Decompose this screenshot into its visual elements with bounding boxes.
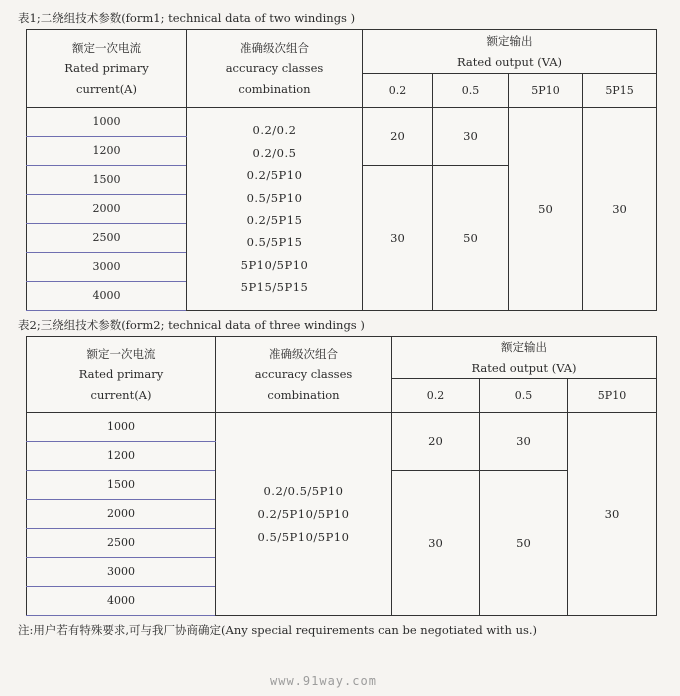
class-header: 0.2: [363, 74, 433, 108]
current-cell: 1500: [27, 166, 187, 195]
class-header: 0.5: [433, 74, 509, 108]
output-header-cell: [392, 337, 657, 379]
combination: 0.5/5P15: [246, 235, 303, 250]
table1-caption: 表1;二绕组技术参数(form1; technical data of two windings ): [18, 11, 356, 25]
combination: 0.5/5P10: [246, 190, 303, 205]
current-header-en2: current(A): [90, 387, 152, 402]
output-header-cell: [363, 30, 657, 74]
current-cell: 1000: [27, 108, 187, 137]
current-cell: 2000: [27, 500, 216, 529]
output-value: 30: [433, 108, 509, 166]
current-header-cell: [27, 30, 187, 108]
combination-cell: [187, 108, 363, 311]
current-header-zh: 额定一次电流: [72, 41, 141, 56]
accuracy-header-cell: [187, 30, 363, 108]
output-header-zh: 额定输出: [501, 340, 547, 355]
class-header: 5P10: [509, 74, 583, 108]
output-value: 50: [433, 166, 509, 311]
watermark-url: www.91way.com: [270, 674, 377, 688]
table1: [26, 29, 657, 311]
combination-cell: [216, 413, 392, 616]
accuracy-header-en1: accuracy classes: [254, 367, 353, 382]
accuracy-header-en2: combination: [238, 81, 311, 96]
output-value: 20: [392, 413, 480, 471]
accuracy-header-cell: [216, 337, 392, 413]
output-value: 30: [363, 166, 433, 311]
output-value: 30: [480, 413, 568, 471]
output-value: 50: [509, 108, 583, 311]
output-value: 20: [363, 108, 433, 166]
current-header-en2: current(A): [76, 81, 137, 96]
current-cell: 4000: [27, 587, 216, 616]
combination: 0.2/5P10: [246, 168, 303, 183]
output-header-en: Rated output (VA): [471, 360, 577, 375]
table2: [26, 336, 657, 616]
current-cell: 2500: [27, 224, 187, 253]
combination: 0.2/0.2: [252, 123, 297, 138]
current-cell: 1200: [27, 442, 216, 471]
combination: 0.2/5P15: [246, 213, 303, 227]
combination: 0.2/5P10/5P10: [257, 506, 350, 521]
current-cell: 1500: [27, 471, 216, 500]
current-cell: 1000: [27, 413, 216, 442]
output-value: 50: [480, 471, 568, 616]
current-header-zh: 额定一次电流: [86, 347, 156, 362]
class-header: 0.2: [392, 379, 480, 413]
current-cell: 3000: [27, 558, 216, 587]
footnote: 注:用户若有特殊要求,可与我厂协商确定(Any special requirements can be negotiated with us.): [18, 623, 538, 637]
current-cell: 3000: [27, 253, 187, 282]
current-cell: 2000: [27, 195, 187, 224]
accuracy-header-en1: accuracy classes: [225, 61, 324, 76]
output-header-zh: 额定输出: [486, 34, 533, 49]
current-header-cell: [27, 337, 216, 413]
output-value: 30: [392, 471, 480, 616]
current-cell: 2500: [27, 529, 216, 558]
class-header: 0.5: [480, 379, 568, 413]
current-header-en1: Rated primary: [78, 367, 164, 382]
accuracy-header-zh: 准确级次组合: [240, 41, 309, 56]
combination: 0.2/0.5: [252, 145, 297, 160]
combination: 5P15/5P15: [240, 280, 309, 295]
class-header: 5P10: [568, 379, 657, 413]
current-cell: 4000: [27, 282, 187, 311]
combination: 0.5/5P10/5P10: [257, 529, 350, 544]
current-cell: 1200: [27, 137, 187, 166]
combination: 5P10/5P10: [240, 257, 309, 272]
accuracy-header-zh: 准确级次组合: [269, 347, 338, 362]
current-header-en1: Rated primary: [64, 61, 149, 76]
table2-caption: 表2;三绕组技术参数(form2; technical data of three windings ): [18, 318, 365, 332]
output-header-en: Rated output (VA): [457, 54, 563, 69]
accuracy-header-en2: combination: [267, 387, 340, 402]
class-header: 5P15: [583, 74, 657, 108]
output-value: 30: [583, 108, 657, 311]
output-value: 30: [568, 413, 657, 616]
combination: 0.2/0.5/5P10: [263, 483, 344, 498]
